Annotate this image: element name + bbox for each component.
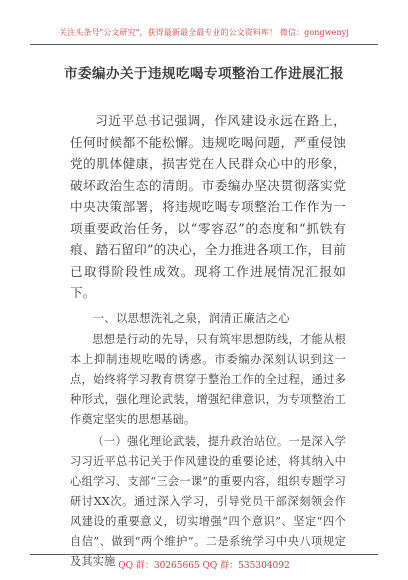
header-divider — [30, 44, 378, 45]
document-body — [70, 110, 346, 572]
section-heading-1: 一、以思想洗礼之泉，润清正廉洁之心 — [92, 310, 290, 325]
header-note: 关注头条号"公文研究"，获得最新最全最专业的公文资料库！ 微信：gongwenyj — [59, 28, 349, 37]
intro-paragraph: 习近平总书记强调，作风建设永远在路上，任何时候都不能松懈。违规吃喝问题，严重侵蚀党的肌体健康，损害党在人民群众心中的形象，破坏政治生态的清朗。市委编办坚决贯彻落实党中央决策部署，将违规吃喝专项整治工作作为一项重要政治任务，以“零容忍”的态度和“抓铁有痕、踏石留印”的决心，全力推进各项工作，目前已取得阶段性成效。现将工作进展情况汇报如下。 — [70, 113, 346, 300]
footer-contact: QQ 群：30265665 QQ 群：535304092 — [118, 561, 290, 571]
document-title: 市委编办关于违规吃喝专项整治工作进展汇报 — [64, 66, 344, 82]
subsection-1-paragraph: （一）强化理论武装，提升政治站位。一是深入学习习近平总书记关于作风建设的重要论述，将其纳入中心组学习、支部“三会一课”的重要内容，组织专题学习研讨XX次。通过深入学习，引导党员干部深刻领会作风建设的重要意义，切实增强“四个意识”、坚定“四个自信”、做到“两个维护”。二是系统学习中央八项规定及其实施 — [70, 434, 346, 568]
section-1-paragraph: 思想是行动的先导，只有筑牢思想防线，才能从根本上抑制违规吃喝的诱惑。市委编办深刻认识到这一点，始终将学习教育贯穿于整治工作的全过程，通过多种形式，强化理论武装，增强纪律意识，为专项整治工作奠定坚实的思想基础。 — [70, 332, 346, 426]
footer-divider — [30, 554, 378, 555]
